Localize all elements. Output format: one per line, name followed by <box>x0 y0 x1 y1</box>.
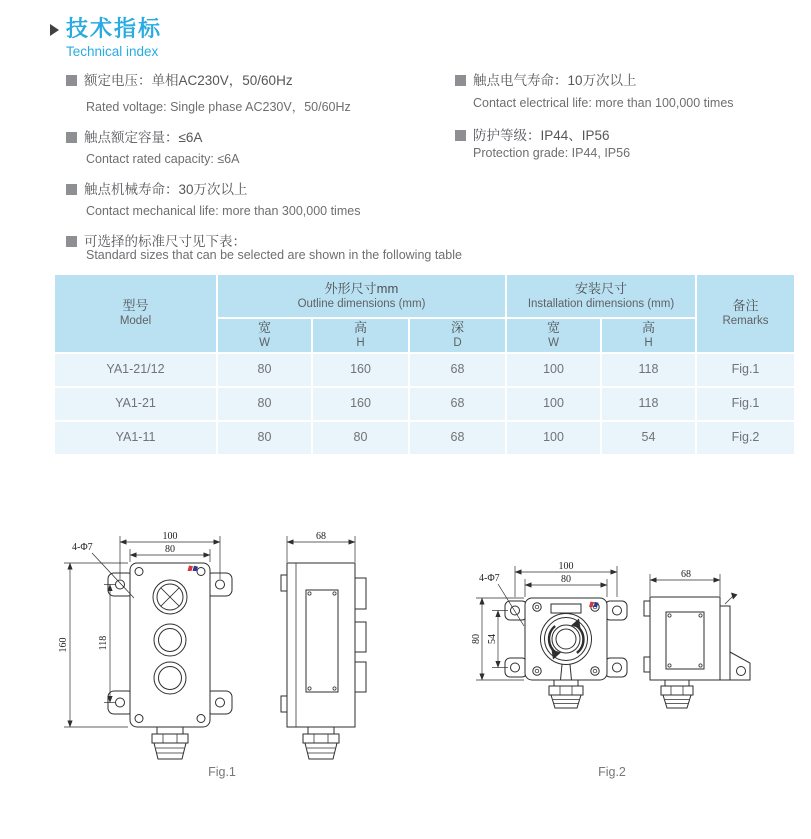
cell-remark: Fig.1 <box>697 388 794 420</box>
cell-model: YA1-21 <box>55 388 216 420</box>
bullet-icon <box>66 236 77 247</box>
subheader-outline-depth <box>410 319 505 352</box>
fig2-side-view <box>644 569 750 708</box>
cell-outline-d: 68 <box>410 388 505 420</box>
subheader-install-width <box>507 319 600 352</box>
bullet-icon <box>66 75 77 86</box>
bullet-icon <box>455 75 466 86</box>
fig1-hole-note: 4-Φ7 <box>72 542 93 553</box>
header-remarks-zh: 备注 <box>732 298 759 314</box>
cell-install-h: 118 <box>602 388 695 420</box>
cell-install-h: 118 <box>602 354 695 386</box>
spec-protection-grade-zh <box>455 124 610 144</box>
bullet-icon <box>455 130 466 141</box>
side-lug <box>355 622 366 652</box>
spec-rated-voltage-en: Rated voltage: Single phase AC230V，50/60Hz <box>86 100 351 114</box>
fig1-dim-depth: 68 <box>316 531 326 542</box>
cell-remark: Fig.2 <box>697 422 794 454</box>
fig2-dim-hole-spacing: 54 <box>487 634 498 644</box>
spec-mechanical-life-en: Contact mechanical life: more than 300,000 times <box>86 204 361 218</box>
cell-install-w: 100 <box>507 422 600 454</box>
cell-model: YA1-21/12 <box>55 354 216 386</box>
fig1-caption: Fig.1 <box>208 765 236 779</box>
cable-gland <box>661 680 693 708</box>
spec-rated-voltage-zh <box>66 69 293 89</box>
cell-outline-d: 68 <box>410 354 505 386</box>
subheader-en: D <box>453 337 462 350</box>
spec-contact-capacity-en: Contact rated capacity: ≤6A <box>86 152 240 166</box>
page-subtitle: Technical index <box>66 44 159 59</box>
fig2-dim-inner-width: 80 <box>561 574 571 585</box>
subheader-zh: 高 <box>641 320 655 336</box>
fig1-button-top <box>153 580 187 614</box>
fig1-dim-hole-spacing: 118 <box>98 635 109 651</box>
technical-drawings <box>0 500 811 800</box>
fig1-dim-outer-width: 100 <box>162 531 178 542</box>
spec-text: 触点机械寿命：30万次以上 <box>84 182 248 197</box>
cable-gland <box>303 727 339 759</box>
col-header-remarks <box>697 275 794 352</box>
bullet-icon <box>66 184 77 195</box>
header-outline-en: Outline dimensions (mm) <box>297 297 426 310</box>
fig2-front-view <box>471 561 627 708</box>
fig2-dim-height: 80 <box>471 634 482 644</box>
cable-gland <box>152 727 188 759</box>
cable-gland <box>549 680 583 708</box>
cell-install-w: 100 <box>507 388 600 420</box>
fig2-hole-note: 4-Φ7 <box>479 573 500 584</box>
spec-text: 可选择的标准尺寸见下表： <box>84 234 246 249</box>
fig2-dim-outer-width: 100 <box>558 561 574 572</box>
col-header-install <box>507 275 695 317</box>
dimensions-table <box>55 275 794 454</box>
cell-outline-d: 68 <box>410 422 505 454</box>
fig1-dim-inner-width: 80 <box>165 544 175 555</box>
spec-contact-capacity-zh <box>66 126 202 146</box>
cell-outline-h: 80 <box>313 422 408 454</box>
bullet-icon <box>66 132 77 143</box>
cell-remark: Fig.1 <box>697 354 794 386</box>
subheader-install-height <box>602 319 695 352</box>
cell-outline-w: 80 <box>218 422 311 454</box>
spec-text: 防护等级：IP44、IP56 <box>473 128 610 143</box>
fig1-front-view <box>58 531 232 759</box>
header-model-en: Model <box>119 315 152 328</box>
fig2-dim-depth: 68 <box>681 569 691 580</box>
spec-text: 触点额定容量：≤6A <box>84 130 203 145</box>
col-header-outline <box>218 275 505 317</box>
fig1-button-middle <box>154 624 186 656</box>
cell-outline-w: 80 <box>218 388 311 420</box>
subheader-zh: 宽 <box>257 320 271 336</box>
cell-outline-w: 80 <box>218 354 311 386</box>
subheader-en: W <box>259 337 270 350</box>
fig1-side-view <box>281 531 366 759</box>
fig2-caption: Fig.2 <box>598 765 626 779</box>
cell-install-h: 54 <box>602 422 695 454</box>
header-install-en: Installation dimensions (mm) <box>527 297 675 310</box>
subheader-zh: 深 <box>450 320 464 336</box>
side-bracket <box>720 593 750 681</box>
header-remarks-en: Remarks <box>722 315 769 328</box>
subheader-en: H <box>356 337 365 350</box>
section-marker-icon <box>50 24 59 36</box>
side-lug <box>355 578 366 609</box>
header-model-zh: 型号 <box>122 298 149 314</box>
header-install-zh: 安装尺寸 <box>574 280 627 296</box>
col-header-model <box>55 275 216 352</box>
spec-protection-grade-en: Protection grade: IP44, IP56 <box>473 146 631 160</box>
cell-install-w: 100 <box>507 354 600 386</box>
side-lug <box>355 662 366 692</box>
subheader-outline-height <box>313 319 408 352</box>
spec-mechanical-life-zh <box>66 178 248 198</box>
subheader-outline-width <box>218 319 311 352</box>
spec-standard-sizes-zh <box>66 230 246 250</box>
subheader-en: H <box>644 337 653 350</box>
subheader-zh: 宽 <box>546 320 560 336</box>
cell-outline-h: 160 <box>313 354 408 386</box>
subheader-zh: 高 <box>353 320 367 336</box>
fig1-dim-height: 160 <box>58 637 69 653</box>
spec-electrical-life-en: Contact electrical life: more than 100,000 times <box>473 96 734 110</box>
fig1-button-bottom <box>154 662 186 694</box>
subheader-en: W <box>548 337 559 350</box>
cell-model: YA1-11 <box>55 422 216 454</box>
spec-standard-sizes-en: Standard sizes that can be selected are shown in the following table <box>86 248 462 262</box>
spec-text: 额定电压：单相AC230V，50/60Hz <box>84 73 293 88</box>
page-title: 技术指标 <box>66 16 163 41</box>
header-outline-zh: 外形尺寸mm <box>324 280 399 296</box>
cell-outline-h: 160 <box>313 388 408 420</box>
spec-text: 触点电气寿命：10万次以上 <box>473 73 637 88</box>
spec-electrical-life-zh <box>455 69 637 89</box>
